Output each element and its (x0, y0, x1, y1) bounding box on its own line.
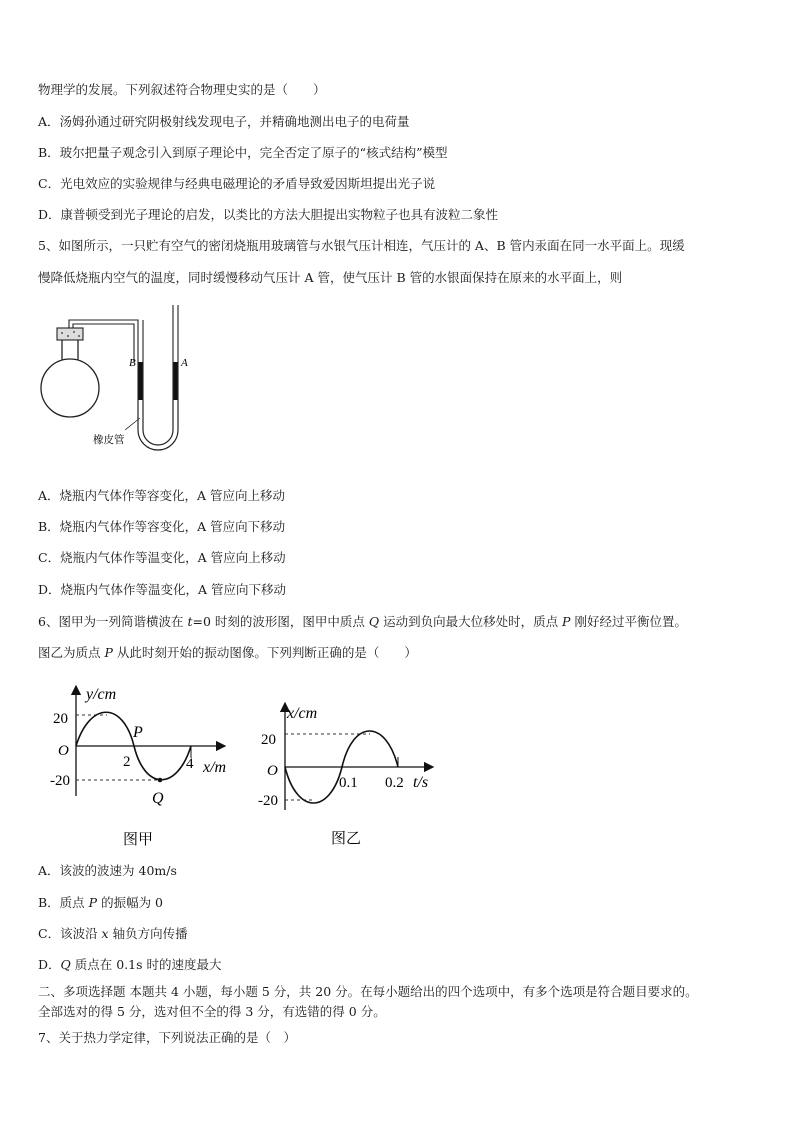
yi-y-label: x/cm (287, 705, 318, 722)
label-a: A (181, 357, 188, 369)
jia-tick-20: 20 (53, 711, 68, 727)
q6-option-b: B．质点 P 的振幅为 0 (38, 895, 163, 910)
q5-flask-barometer-figure (30, 300, 210, 460)
yi-origin: O (267, 763, 278, 779)
label-b: B (129, 357, 136, 369)
jia-y-label: y/cm (86, 686, 117, 703)
yi-tick-20: 20 (261, 732, 276, 748)
jia-point-p: P (133, 724, 143, 741)
q6-option-d: D．Q 质点在 0.1s 时的速度最大 (38, 957, 222, 972)
jia-tick-2: 2 (123, 754, 131, 770)
section2-instructions-line2: 全部选对的得 5 分，选对但不全的得 3 分，有选错的得 0 分。 (38, 1004, 386, 1019)
q6-wave-graph-jia (45, 678, 245, 853)
jia-point-q: Q (152, 790, 164, 807)
q5-option-b: B．烧瓶内气体作等容变化，A 管应向下移动 (38, 519, 286, 534)
q6-stem-line2: 图乙为质点 P 从此时刻开始的振动图像。下列判断正确的是（ ） (38, 645, 417, 660)
q5-option-c: C．烧瓶内气体作等温变化，A 管应向上移动 (38, 550, 286, 565)
yi-tick-0.2: 0.2 (385, 775, 404, 791)
jia-caption: 图甲 (123, 830, 154, 848)
q4-option-c: C．光电效应的实验规律与经典电磁理论的矛盾导致爱因斯坦提出光子说 (38, 176, 436, 191)
q4-stem: 物理学的发展。下列叙述符合物理史实的是（ ） (38, 82, 326, 97)
yi-caption: 图乙 (331, 829, 362, 847)
q7-stem: 7、关于热力学定律，下列说法正确的是（ ） (38, 1030, 296, 1045)
jia-tick-4: 4 (186, 756, 194, 772)
q6-option-c: C．该波沿 x 轴负方向传播 (38, 926, 188, 941)
q5-option-d: D．烧瓶内气体作等温变化，A 管应向下移动 (38, 582, 287, 597)
yi-tick-0.1: 0.1 (339, 775, 358, 791)
q6-option-a: A．该波的波速为 40m/s (38, 863, 177, 878)
q4-option-d: D．康普顿受到光子理论的启发，以类比的方法大胆提出实物粒子也具有波粒二象性 (38, 207, 499, 222)
q4-option-b: B．玻尔把量子观念引入到原子理论中，完全否定了原子的“核式结构”模型 (38, 145, 448, 160)
label-rubber-tube: 橡皮管 (93, 434, 125, 446)
section2-instructions-line1: 二、多项选择题 本题共 4 小题，每小题 5 分，共 20 分。在每小题给出的四个选项中，有多个选项是符合题目要求的。 (38, 984, 698, 999)
q5-stem-line1: 5、如图所示，一只贮有空气的密闭烧瓶用玻璃管与水银气压计相连，气压计的 A、B 管内汞面在同一水平面上。现缓 (38, 238, 685, 253)
q4-option-a: A．汤姆孙通过研究阴极射线发现电子，并精确地测出电子的电荷量 (38, 114, 410, 129)
q6-stem-line1: 6、图甲为一列简谐横波在 t=0 时刻的波形图，图甲中质点 Q 运动到负向最大位移处时，质点 P 刚好经过平衡位置。 (38, 614, 687, 629)
yi-x-label: t/s (413, 774, 429, 791)
jia-x-label: x/m (203, 759, 227, 776)
q6-vibration-graph-yi (255, 695, 455, 855)
jia-origin: O (58, 743, 69, 759)
q5-option-a: A．烧瓶内气体作等容变化，A 管应向上移动 (38, 488, 286, 503)
q5-stem-line2: 慢降低烧瓶内空气的温度，同时缓慢移动气压计 A 管，使气压计 B 管的水银面保持在原来的水平面上，则 (38, 270, 623, 285)
jia-tick-neg20: -20 (50, 773, 70, 789)
yi-tick-neg20: -20 (258, 793, 278, 809)
